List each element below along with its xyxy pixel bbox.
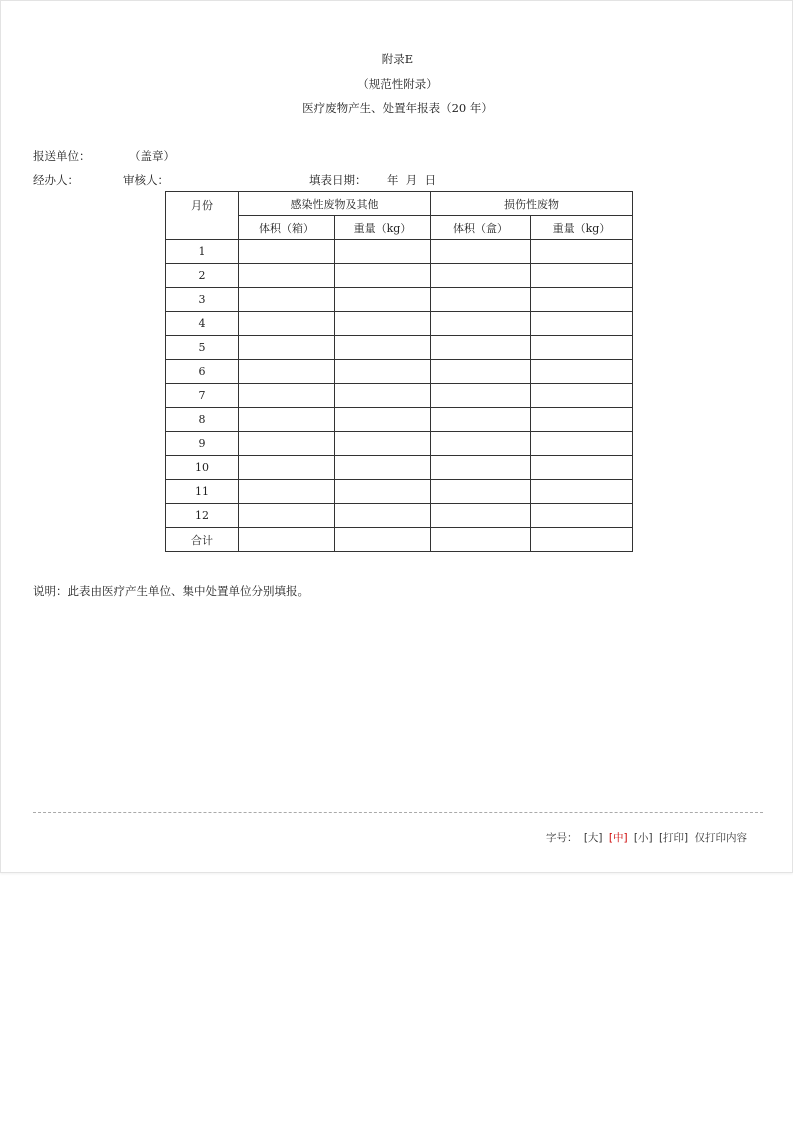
month-cell: 合计: [166, 528, 239, 552]
month-cell: 3: [166, 288, 239, 312]
table-row: [166, 384, 633, 408]
data-cell: [531, 432, 633, 456]
appendix-subtitle: （规范性附录）: [357, 77, 438, 91]
data-cell: [335, 384, 431, 408]
print-content-only-button[interactable]: 仅打印内容: [694, 832, 747, 844]
data-cell: [335, 240, 431, 264]
data-cell: [431, 312, 531, 336]
data-cell: [431, 432, 531, 456]
data-cell: [431, 456, 531, 480]
data-cell: [531, 480, 633, 504]
data-cell: [239, 432, 335, 456]
month-cell: 5: [166, 336, 239, 360]
data-cell: [431, 336, 531, 360]
data-cell: [531, 360, 633, 384]
data-cell: [239, 456, 335, 480]
report-title: 医疗废物产生、处置年报表（20 年）: [302, 101, 493, 115]
font-large-button[interactable]: [大]: [583, 832, 603, 844]
data-cell: [335, 312, 431, 336]
sharps-weight-kg-header: 重量（kg）: [531, 216, 633, 240]
table-row: [166, 456, 633, 480]
data-cell: [335, 360, 431, 384]
month-cell: 10: [166, 456, 239, 480]
month-cell: 2: [166, 264, 239, 288]
data-cell: [531, 288, 633, 312]
appendix-label: 附录E: [381, 52, 414, 66]
sharps-waste-header: 损伤性废物: [431, 192, 633, 216]
data-cell: [531, 504, 633, 528]
data-cell: [531, 336, 633, 360]
data-cell: [335, 336, 431, 360]
waste-report-table: [165, 191, 633, 552]
data-cell: [335, 264, 431, 288]
month-cell: 9: [166, 432, 239, 456]
date-label: 填表日期：: [309, 173, 367, 187]
table-row: [166, 240, 633, 264]
volume-box-header: 体积（箱）: [239, 216, 335, 240]
data-cell: [335, 408, 431, 432]
month-cell: 6: [166, 360, 239, 384]
font-small-button[interactable]: [小]: [633, 832, 653, 844]
print-button[interactable]: [打印]: [658, 832, 689, 844]
data-cell: [239, 408, 335, 432]
data-cell: [531, 240, 633, 264]
reviewer-label: 审核人：: [123, 173, 169, 187]
data-cell: [239, 312, 335, 336]
table-row: [166, 264, 633, 288]
data-cell: [431, 288, 531, 312]
month-cell: 11: [166, 480, 239, 504]
font-size-toolbar: [1, 830, 747, 845]
data-cell: [531, 528, 633, 552]
data-cell: [239, 288, 335, 312]
month-header: 月份: [166, 192, 239, 240]
unit-label: 报送单位：: [33, 149, 91, 163]
data-cell: [431, 504, 531, 528]
date-units: 年 月 日: [387, 173, 437, 187]
data-cell: [431, 264, 531, 288]
month-cell: 4: [166, 312, 239, 336]
table-row: [166, 288, 633, 312]
table-row: [166, 432, 633, 456]
data-cell: [531, 384, 633, 408]
footer-divider: [33, 812, 763, 813]
font-size-label: 字号：: [545, 832, 578, 844]
data-cell: [239, 384, 335, 408]
infectious-waste-header: 感染性废物及其他: [239, 192, 431, 216]
data-cell: [431, 384, 531, 408]
month-cell: 1: [166, 240, 239, 264]
table-row: [166, 360, 633, 384]
month-cell: 8: [166, 408, 239, 432]
data-cell: [531, 456, 633, 480]
table-row: [166, 336, 633, 360]
data-cell: [239, 480, 335, 504]
data-cell: [239, 336, 335, 360]
volume-case-header: 体积（盒）: [431, 216, 531, 240]
table-note: 说明：此表由医疗产生单位、集中处置单位分别填报。: [33, 584, 309, 598]
month-cell: 7: [166, 384, 239, 408]
data-cell: [335, 288, 431, 312]
font-medium-button[interactable]: [中]: [608, 832, 628, 844]
data-cell: [531, 312, 633, 336]
data-cell: [239, 528, 335, 552]
data-cell: [431, 408, 531, 432]
data-cell: [431, 480, 531, 504]
table-row: [166, 312, 633, 336]
table-row: [166, 480, 633, 504]
data-cell: [335, 480, 431, 504]
data-cell: [239, 360, 335, 384]
data-cell: [239, 264, 335, 288]
data-cell: [335, 456, 431, 480]
data-cell: [239, 240, 335, 264]
table-header-row: [166, 192, 633, 216]
data-cell: [335, 432, 431, 456]
table-row: [166, 408, 633, 432]
seal-label: （盖章）: [129, 149, 175, 163]
data-cell: [239, 504, 335, 528]
month-cell: 12: [166, 504, 239, 528]
data-cell: [531, 264, 633, 288]
table-row: [166, 504, 633, 528]
weight-kg-header: 重量（kg）: [335, 216, 431, 240]
data-cell: [431, 240, 531, 264]
table-row: [166, 528, 633, 552]
data-cell: [431, 360, 531, 384]
data-cell: [531, 408, 633, 432]
data-cell: [335, 528, 431, 552]
data-cell: [431, 528, 531, 552]
handler-label: 经办人：: [33, 173, 79, 187]
data-cell: [335, 504, 431, 528]
